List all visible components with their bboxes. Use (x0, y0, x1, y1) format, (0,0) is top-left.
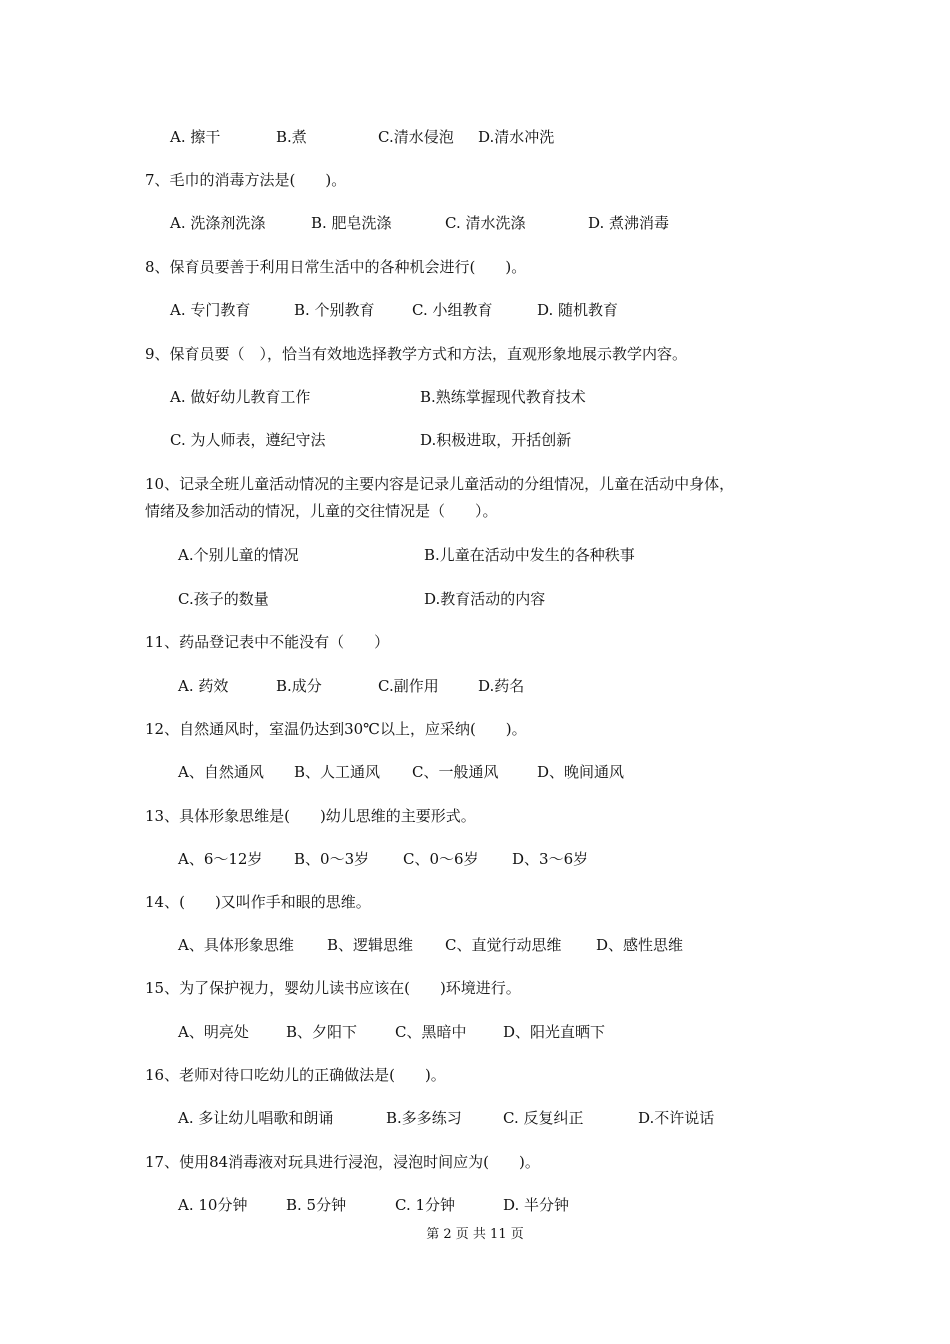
q17-option-c: C. 1分钟 (395, 1196, 456, 1214)
q14-option-d: D、感性思维 (596, 936, 684, 954)
q8-stem: 8、保育员要善于利用日常生活中的各种机会进行( )。 (145, 258, 527, 276)
q8-option-a: A. 专门教育 (170, 301, 251, 319)
q15-option-b: B、夕阳下 (286, 1023, 358, 1041)
q15-option-c: C、黑暗中 (395, 1023, 467, 1041)
q9-option-d: D.积极进取，开括创新 (420, 431, 572, 449)
q10-option-a: A.个别儿童的情况 (178, 546, 299, 564)
q14-stem: 14、( )又叫作手和眼的思维。 (145, 893, 371, 911)
q7-option-c: C. 清水洗涤 (445, 214, 526, 232)
q12-option-a: A、自然通风 (178, 763, 264, 781)
q9-option-c: C. 为人师表，遵纪守法 (170, 431, 326, 449)
q11-option-d: D.药名 (478, 677, 525, 695)
q8-option-b: B. 个别教育 (294, 301, 375, 319)
q7-option-d: D. 煮沸消毒 (588, 214, 670, 232)
q17-stem: 17、使用84消毒液对玩具进行浸泡，浸泡时间应为( )。 (145, 1153, 540, 1171)
q16-option-d: D.不许说话 (638, 1109, 715, 1127)
q16-option-c: C. 反复纠正 (503, 1109, 584, 1127)
q10-option-c: C.孩子的数量 (178, 590, 269, 608)
q6-option-b: B.煮 (276, 128, 307, 146)
q12-stem: 12、自然通风时，室温仍达到30℃以上，应采纳( )。 (145, 720, 527, 738)
q14-option-b: B、逻辑思维 (327, 936, 414, 954)
q13-option-d: D、3～6岁 (512, 850, 589, 868)
q9-option-a: A. 做好幼儿教育工作 (170, 388, 311, 406)
q7-option-b: B. 肥皂洗涤 (311, 214, 392, 232)
q6-option-a: A. 擦干 (170, 128, 221, 146)
q17-option-a: A. 10分钟 (178, 1196, 248, 1214)
q12-option-b: B、人工通风 (294, 763, 381, 781)
q16-option-b: B.多多练习 (386, 1109, 462, 1127)
q12-option-d: D、晚间通风 (537, 763, 625, 781)
q16-option-a: A. 多让幼儿唱歌和朗诵 (178, 1109, 334, 1127)
q11-option-b: B.成分 (276, 677, 322, 695)
page-number-footer: 第 2 页 共 11 页 (426, 1227, 524, 1242)
q6-option-c: C.清水侵泡 (378, 128, 454, 146)
q17-option-d: D. 半分钟 (503, 1196, 570, 1214)
q11-option-a: A. 药效 (178, 677, 229, 695)
q16-stem: 16、老师对待口吃幼儿的正确做法是( )。 (145, 1066, 446, 1084)
q6-option-d: D.清水冲洗 (478, 128, 555, 146)
q14-option-a: A、具体形象思维 (178, 936, 294, 954)
q13-option-a: A、6～12岁 (178, 850, 263, 868)
q15-stem: 15、为了保护视力，婴幼儿读书应该在( )环境进行。 (145, 979, 521, 997)
q13-stem: 13、具体形象思维是( )幼儿思维的主要形式。 (145, 807, 476, 825)
q11-option-c: C.副作用 (378, 677, 439, 695)
q11-stem: 11、药品登记表中不能没有（ ） (145, 633, 390, 651)
q7-stem: 7、毛巾的消毒方法是( )。 (145, 171, 347, 189)
q15-option-d: D、阳光直晒下 (503, 1023, 606, 1041)
q12-option-c: C、一般通风 (412, 763, 499, 781)
q15-option-a: A、明亮处 (178, 1023, 249, 1041)
q8-option-d: D. 随机教育 (537, 301, 619, 319)
q10-option-d: D.教育活动的内容 (424, 590, 546, 608)
q9-option-b: B.熟练掌握现代教育技术 (420, 388, 586, 406)
q10-stem-line1: 10、记录全班儿童活动情况的主要内容是记录儿童活动的分组情况，儿童在活动中身体， (145, 475, 735, 493)
q14-option-c: C、直觉行动思维 (445, 936, 562, 954)
q17-option-b: B. 5分钟 (286, 1196, 347, 1214)
q13-option-b: B、0～3岁 (294, 850, 370, 868)
q8-option-c: C. 小组教育 (412, 301, 493, 319)
q7-option-a: A. 洗涤剂洗涤 (170, 214, 266, 232)
q10-stem-line2: 情绪及参加活动的情况，儿童的交往情况是（ ）。 (145, 502, 498, 520)
q9-stem: 9、保育员要（ ），恰当有效地选择教学方式和方法，直观形象地展示教学内容。 (145, 345, 688, 363)
q13-option-c: C、0～6岁 (403, 850, 479, 868)
q10-option-b: B.儿童在活动中发生的各种秩事 (424, 546, 635, 564)
